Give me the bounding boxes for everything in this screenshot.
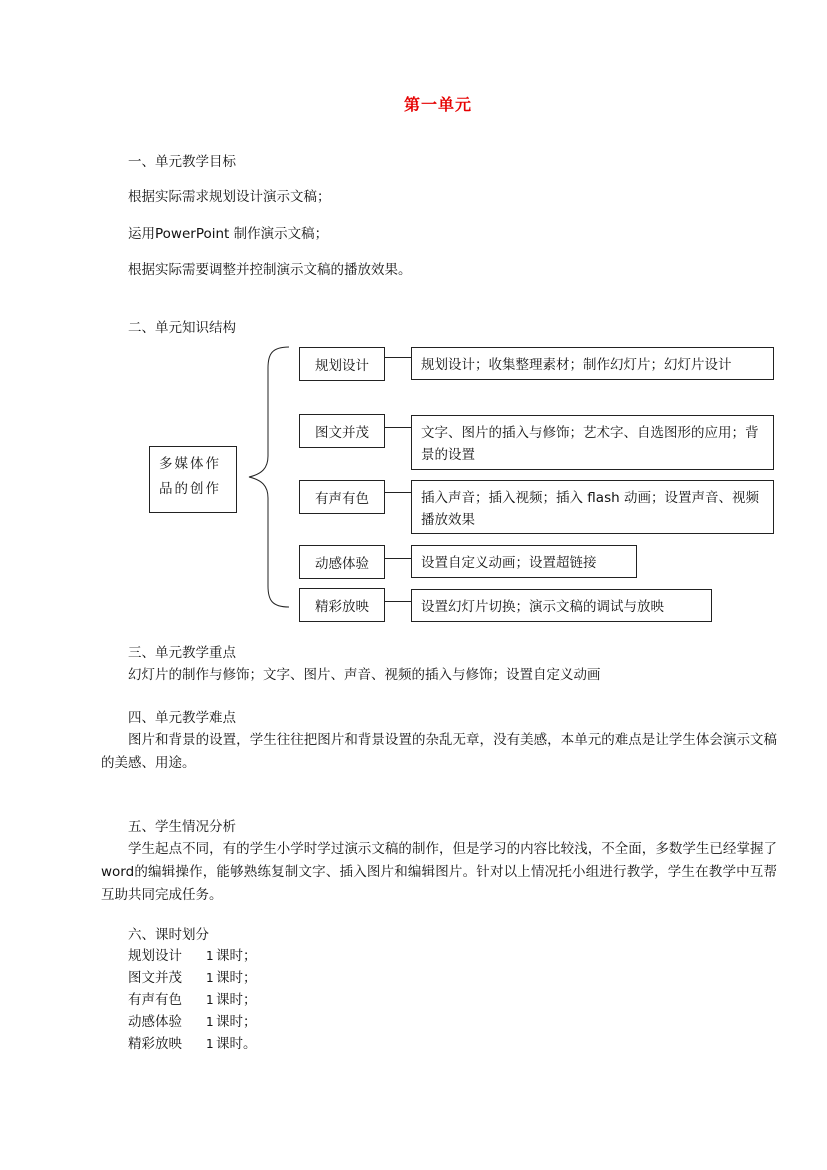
schedule-unit: 课时； <box>216 1014 257 1030</box>
schedule-count: 1 <box>206 971 214 985</box>
schedule-unit: 课时； <box>216 948 257 964</box>
objective-item: 根据实际需求规划设计演示文稿； <box>128 189 331 205</box>
schedule-unit: 课时； <box>216 970 257 986</box>
schedule-count: 1 <box>206 949 214 963</box>
center-topic-box: 多媒体作品的创作 <box>149 446 237 513</box>
branch-name-box: 有声有色 <box>299 480 385 514</box>
schedule-name: 动感体验 <box>128 1014 182 1030</box>
schedule-unit: 课时。 <box>216 1036 257 1052</box>
objective-item: 根据实际需要调整并控制演示文稿的播放效果。 <box>128 262 412 278</box>
schedule-name: 有声有色 <box>128 992 182 1008</box>
connector-line <box>385 427 411 428</box>
section3-text: 幻灯片的制作与修饰；文字、图片、声音、视频的插入与修饰；设置自定义动画 <box>128 667 601 683</box>
section3-heading: 三、单元教学重点 <box>128 645 236 661</box>
schedule-name: 图文并茂 <box>128 970 182 986</box>
page-title: 第一单元 <box>404 95 473 114</box>
schedule-row <box>128 1035 257 1053</box>
connector-line <box>385 492 411 493</box>
branch-name-box: 规划设计 <box>299 347 385 381</box>
section5-heading: 五、学生情况分析 <box>128 819 236 835</box>
connector-line <box>385 357 411 358</box>
section5-text: 学生起点不同，有的学生小学时学过演示文稿的制作，但是学习的内容比较浅，不全面，多数学生已经掌握了word的编辑操作，能够熟练复制文字、插入图片和编辑图片。针对以上情况托小组进行教学，学生在教学中互帮互助共同完成任务。 <box>101 841 777 903</box>
branch-name-box: 精彩放映 <box>299 588 385 622</box>
branch-desc-box: 设置自定义动画；设置超链接 <box>411 545 637 578</box>
branch-desc-box: 规划设计；收集整理素材；制作幻灯片；幻灯片设计 <box>411 347 774 380</box>
branch-name-box: 图文并茂 <box>299 414 385 448</box>
schedule-name: 精彩放映 <box>128 1036 182 1052</box>
schedule-name: 规划设计 <box>128 948 182 964</box>
connector-line <box>385 558 411 559</box>
branch-desc-box: 插入声音；插入视频；插入 flash 动画；设置声音、视频播放效果 <box>411 480 774 534</box>
connector-line <box>385 601 411 602</box>
section4-text: 图片和背景的设置，学生往往把图片和背景设置的杂乱无章，没有美感，本单元的难点是让学生体会演示文稿的美感、用途。 <box>101 732 777 771</box>
schedule-unit: 课时； <box>216 992 257 1008</box>
branch-desc-box: 文字、图片的插入与修饰；艺术字、自选图形的应用；背景的设置 <box>411 415 774 470</box>
section2-heading: 二、单元知识结构 <box>128 320 236 336</box>
branch-desc-box: 设置幻灯片切换；演示文稿的调试与放映 <box>411 589 712 622</box>
section1-heading: 一、单元教学目标 <box>128 154 236 170</box>
schedule-row <box>128 969 257 987</box>
schedule-count: 1 <box>206 1015 214 1029</box>
schedule-row <box>128 1013 257 1031</box>
brace-icon <box>244 344 294 610</box>
branch-name-box: 动感体验 <box>299 545 385 579</box>
schedule-row <box>128 991 257 1009</box>
schedule-count: 1 <box>206 993 214 1007</box>
section4-heading: 四、单元教学难点 <box>128 710 236 726</box>
schedule-count: 1 <box>206 1037 214 1051</box>
section6-heading: 六、课时划分 <box>128 927 209 943</box>
objective-item: 运用PowerPoint 制作演示文稿； <box>128 226 329 242</box>
schedule-row <box>128 947 257 965</box>
